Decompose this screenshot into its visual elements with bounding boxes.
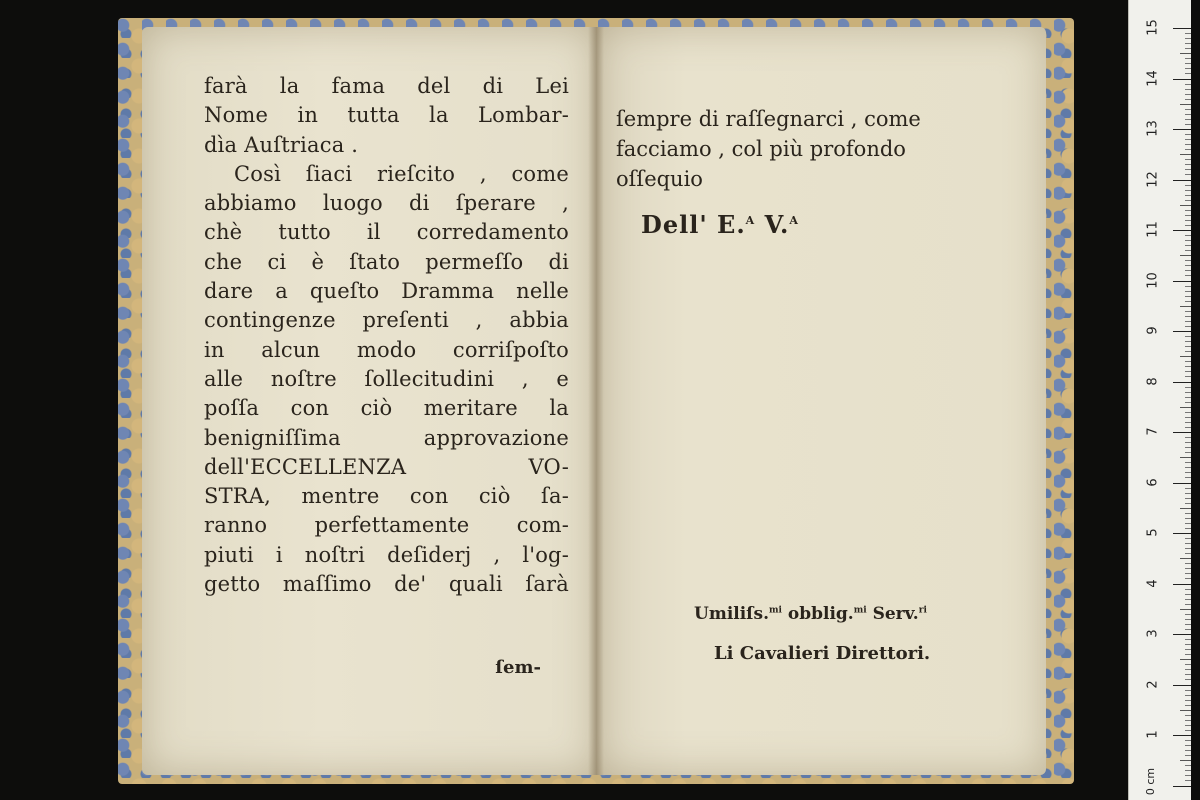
ruler-tick: [1185, 462, 1191, 463]
ruler-number: 10: [1145, 271, 1161, 289]
ruler-tick: [1185, 301, 1191, 302]
ruler-tick: [1185, 245, 1191, 246]
ruler-number: 9: [1145, 326, 1161, 335]
ruler-tick: [1185, 437, 1191, 438]
ruler-tick: [1185, 538, 1191, 539]
ruler-tick: [1185, 265, 1191, 266]
ruler-tick: [1173, 180, 1191, 181]
ruler-tick: [1185, 200, 1191, 201]
book-gutter: [588, 27, 604, 775]
ruler-tick: [1185, 215, 1191, 216]
ruler-tick: [1185, 725, 1191, 726]
catchword: ſem-: [495, 657, 541, 678]
ruler-tick: [1185, 119, 1191, 120]
ruler-tick: [1185, 477, 1191, 478]
ruler-tick: [1185, 326, 1191, 327]
ruler-tick: [1185, 422, 1191, 423]
ruler-tick: [1173, 735, 1191, 736]
ruler-tick: [1185, 225, 1191, 226]
ruler-tick: [1173, 685, 1191, 686]
signature-sup: mi: [853, 605, 867, 616]
ruler-tick: [1185, 604, 1191, 605]
ruler-tick: [1185, 99, 1191, 100]
ruler-tick: [1185, 493, 1191, 494]
text-line: farà la fama del di Lei: [204, 74, 569, 98]
ruler-tick: [1185, 316, 1191, 317]
ruler-tick: [1185, 149, 1191, 150]
ruler-tick: [1185, 523, 1191, 524]
signature-part: Serv.: [866, 604, 919, 624]
text-line: dare a queſto Dramma nelle: [204, 279, 569, 304]
ruler-tick: [1185, 498, 1191, 499]
ruler-tick: [1185, 447, 1191, 448]
text-line: alle noſtre ſollecitudini , e: [204, 366, 569, 391]
text-line: Nome in tutta la Lombar-: [204, 103, 569, 128]
ruler-tick: [1180, 356, 1191, 357]
ruler-tick: [1180, 710, 1191, 711]
ruler-tick: [1185, 649, 1191, 650]
ruler-tick: [1185, 548, 1191, 549]
ruler-tick: [1173, 28, 1191, 29]
ruler-tick: [1185, 452, 1191, 453]
salutation-e: Dell' E.: [641, 210, 746, 239]
ruler-tick: [1185, 442, 1191, 443]
signature-line-1: [694, 604, 927, 624]
ruler-tick: [1185, 134, 1191, 135]
ruler-tick: [1185, 43, 1191, 44]
salutation: [641, 210, 799, 239]
ruler-tick: [1180, 306, 1191, 307]
ruler-tick: [1173, 281, 1191, 282]
ruler-tick: [1185, 417, 1191, 418]
text-line: benigniſſima approvazione: [204, 425, 569, 450]
ruler-tick: [1185, 94, 1191, 95]
ruler-tick: [1185, 63, 1191, 64]
ruler-tick: [1180, 457, 1191, 458]
ruler-tick: [1185, 775, 1191, 776]
ruler-tick: [1185, 402, 1191, 403]
ruler-tick: [1185, 114, 1191, 115]
ruler-tick: [1180, 659, 1191, 660]
ruler-tick: [1185, 578, 1191, 579]
ruler-tick: [1173, 230, 1191, 231]
ruler-tick: [1185, 674, 1191, 675]
ruler-tick: [1185, 664, 1191, 665]
ruler-number: 3: [1145, 629, 1161, 638]
ruler-tick: [1185, 164, 1191, 165]
ruler-tick: [1173, 129, 1191, 130]
ruler-tick: [1185, 568, 1191, 569]
ruler-tick: [1185, 190, 1191, 191]
ruler-number: 11: [1145, 221, 1161, 238]
ruler-tick: [1185, 144, 1191, 145]
ruler-tick: [1180, 609, 1191, 610]
ruler-tick: [1180, 407, 1191, 408]
ruler-tick: [1185, 109, 1191, 110]
ruler-tick: [1185, 594, 1191, 595]
ruler-tick: [1185, 311, 1191, 312]
ruler-tick: [1185, 553, 1191, 554]
ruler-number: 8: [1145, 376, 1161, 386]
text-line: ſempre di raſſegnarci , come: [616, 107, 921, 131]
ruler-tick: [1185, 48, 1191, 49]
ruler-unit: 0 cm: [1144, 767, 1158, 796]
ruler-tick: [1185, 291, 1191, 292]
ruler-tick: [1185, 351, 1191, 352]
text-line: Così ſiaci rieſcito , come: [234, 161, 569, 186]
ruler-number: 15: [1145, 19, 1161, 36]
text-line: chè tutto il corredamento: [204, 220, 569, 245]
salutation-v: V.: [755, 210, 790, 239]
ruler-tick: [1185, 589, 1191, 590]
ruler-tick: [1185, 392, 1191, 393]
ruler-tick: [1180, 53, 1191, 54]
signature-part: obblig.: [781, 604, 854, 624]
text-line: abbiamo luogo di ſperare ,: [204, 191, 569, 216]
ruler-tick: [1173, 786, 1191, 787]
ruler-tick: [1185, 472, 1191, 473]
ruler-tick: [1185, 397, 1191, 398]
ruler-tick: [1185, 639, 1191, 640]
ruler-tick: [1185, 700, 1191, 701]
ruler-tick: [1185, 765, 1191, 766]
text-line: oſſequio: [616, 167, 703, 191]
ruler-tick: [1180, 508, 1191, 509]
ruler-tick: [1185, 720, 1191, 721]
text-line: in alcun modo corriſpoſto: [204, 337, 569, 362]
ruler-tick: [1185, 695, 1191, 696]
ruler-tick: [1185, 321, 1191, 322]
ruler-tick: [1173, 382, 1191, 383]
ruler-tick: [1185, 159, 1191, 160]
ruler-tick: [1185, 427, 1191, 428]
signature-sup: ri: [918, 605, 927, 616]
ruler-number: 6: [1145, 477, 1161, 487]
ruler-tick: [1185, 296, 1191, 297]
ruler-tick: [1185, 740, 1191, 741]
ruler-tick: [1185, 58, 1191, 59]
ruler-tick: [1185, 275, 1191, 276]
ruler-tick: [1180, 558, 1191, 559]
ruler-tick: [1185, 84, 1191, 85]
ruler-number: 13: [1145, 120, 1161, 137]
ruler-tick: [1185, 730, 1191, 731]
ruler-tick: [1185, 366, 1191, 367]
ruler-number: 7: [1145, 427, 1161, 436]
ruler-tick: [1185, 412, 1191, 413]
ruler-number: 14: [1145, 69, 1161, 87]
ruler-number: 4: [1145, 578, 1161, 588]
ruler-tick: [1185, 210, 1191, 211]
ruler-number: 1: [1145, 730, 1161, 739]
ruler-tick: [1185, 346, 1191, 347]
ruler-tick: [1173, 533, 1191, 534]
ruler-tick: [1185, 73, 1191, 74]
ruler-tick: [1185, 518, 1191, 519]
ruler-tick: [1185, 286, 1191, 287]
ruler-tick: [1185, 690, 1191, 691]
ruler-tick: [1185, 654, 1191, 655]
signature-sup: mi: [769, 605, 782, 616]
ruler-tick: [1185, 669, 1191, 670]
ruler-tick: [1185, 599, 1191, 600]
text-line: dìa Auſtriaca .: [204, 132, 359, 157]
ruler-tick: [1185, 33, 1191, 34]
ruler-tick: [1185, 195, 1191, 196]
ruler-tick: [1173, 432, 1191, 433]
ruler-tick: [1185, 573, 1191, 574]
ruler-tick: [1185, 614, 1191, 615]
ruler-tick: [1185, 174, 1191, 175]
ruler-tick: [1185, 371, 1191, 372]
ruler-tick: [1185, 68, 1191, 69]
ruler-tick: [1180, 255, 1191, 256]
ruler-tick: [1185, 260, 1191, 261]
ruler-tick: [1185, 503, 1191, 504]
ruler-tick: [1185, 376, 1191, 377]
salutation-v-sup: A: [789, 214, 799, 227]
ruler-tick: [1185, 705, 1191, 706]
ruler-tick: [1173, 483, 1191, 484]
ruler-tick: [1185, 250, 1191, 251]
ruler-tick: [1185, 240, 1191, 241]
right-page: [596, 27, 1046, 775]
ruler-tick: [1185, 745, 1191, 746]
signature-part: Umiliſs.: [694, 604, 769, 624]
ruler-tick: [1185, 336, 1191, 337]
left-page-text: [204, 72, 569, 599]
measuring-ruler: [1128, 0, 1191, 800]
ruler-number: 5: [1145, 528, 1161, 537]
ruler-number: 2: [1145, 679, 1161, 689]
ruler-tick: [1185, 387, 1191, 388]
ruler-tick: [1185, 629, 1191, 630]
ruler-number: 12: [1145, 170, 1161, 188]
ruler-tick: [1185, 563, 1191, 564]
ruler-tick: [1180, 205, 1191, 206]
ruler-tick: [1185, 270, 1191, 271]
text-line: getto maſſimo de' quali ſarà: [204, 572, 569, 597]
ruler-tick: [1185, 235, 1191, 236]
text-line: che ci è ſtato permeſſo di: [204, 249, 569, 274]
signature-line-2: Li Cavalieri Direttori.: [714, 643, 931, 664]
text-line: piuti i noſtri deſiderj , l'og-: [204, 542, 569, 567]
ruler-tick: [1180, 760, 1191, 761]
ruler-tick: [1185, 124, 1191, 125]
ruler-tick: [1185, 488, 1191, 489]
ruler-tick: [1185, 543, 1191, 544]
ruler-tick: [1185, 467, 1191, 468]
ruler-tick: [1185, 770, 1191, 771]
left-page: [142, 27, 596, 775]
ruler-tick: [1185, 341, 1191, 342]
ruler-tick: [1173, 331, 1191, 332]
ruler-tick: [1173, 79, 1191, 80]
salutation-e-sup: A: [745, 214, 756, 227]
ruler-tick: [1185, 755, 1191, 756]
ruler-tick: [1185, 513, 1191, 514]
text-line: poſſa con ciò meritare la: [204, 396, 569, 421]
text-line: facciamo , col più profondo: [616, 137, 906, 161]
ruler-tick: [1185, 169, 1191, 170]
ruler-tick: [1185, 750, 1191, 751]
ruler-tick: [1185, 38, 1191, 39]
ruler-tick: [1173, 584, 1191, 585]
ruler-tick: [1180, 104, 1191, 105]
right-page-text: [616, 104, 976, 194]
ruler-tick: [1185, 220, 1191, 221]
text-line: contingenze preſenti , abbia: [204, 308, 569, 333]
ruler-tick: [1185, 185, 1191, 186]
ruler-tick: [1185, 715, 1191, 716]
ruler-tick: [1185, 139, 1191, 140]
ruler-tick: [1185, 679, 1191, 680]
ruler-tick: [1180, 154, 1191, 155]
ruler-tick: [1185, 361, 1191, 362]
text-line: dell'ECCELLENZA VO-: [204, 454, 569, 479]
ruler-tick: [1185, 528, 1191, 529]
ruler-tick: [1173, 634, 1191, 635]
ruler-tick: [1185, 624, 1191, 625]
ruler-tick: [1185, 780, 1191, 781]
text-line: ranno perfettamente com-: [204, 513, 569, 538]
ruler-tick: [1185, 89, 1191, 90]
ruler-tick: [1185, 619, 1191, 620]
ruler-tick: [1185, 644, 1191, 645]
text-line: STRA, mentre con ciò ſa-: [204, 484, 569, 509]
